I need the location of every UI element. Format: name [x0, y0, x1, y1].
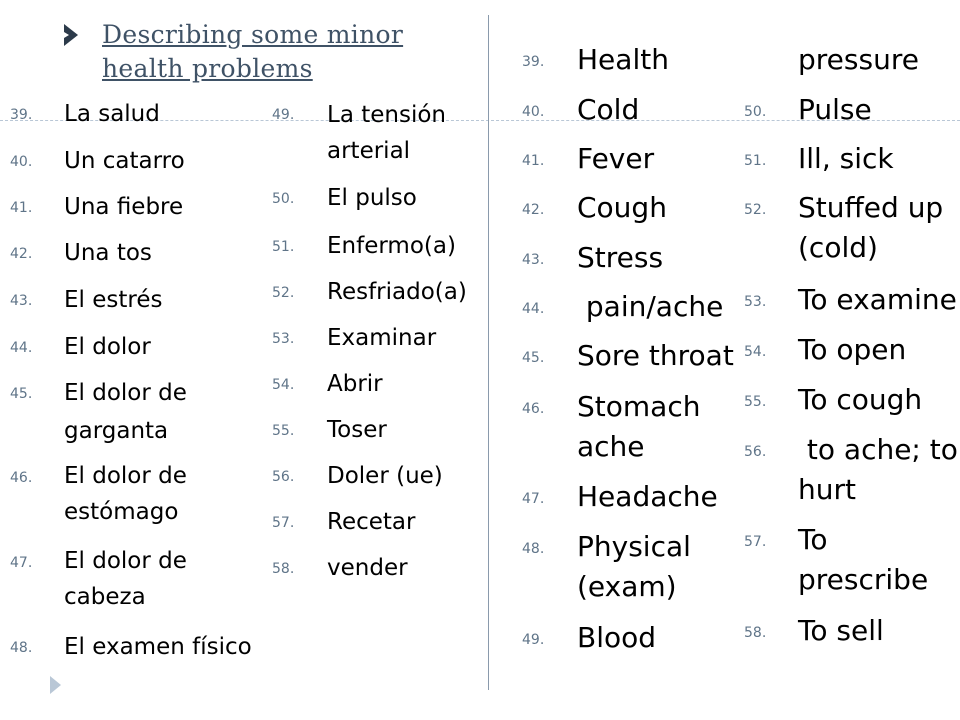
item-text: pressure [798, 43, 919, 76]
item-text: Resfriado(a) [327, 279, 467, 305]
item-text: Enfermo(a) [327, 233, 456, 259]
item-text: To sell [798, 614, 884, 647]
item-number: 45. [10, 386, 33, 402]
item-number: 57. [744, 534, 767, 550]
item-text: Cold [577, 93, 640, 126]
item-number: 52. [744, 202, 767, 218]
item-number: 54. [272, 377, 295, 393]
item-text: To open [798, 333, 907, 366]
item-text: Physical (exam) [577, 530, 691, 603]
item-text: Abrir [327, 371, 383, 397]
item-number: 53. [272, 331, 295, 347]
item-text: Blood [577, 621, 657, 654]
item-number: 48. [522, 541, 545, 557]
item-text: to ache; to hurt [798, 433, 958, 506]
item-text: El dolor de estómago [64, 463, 187, 525]
item-text: El pulso [327, 185, 417, 211]
item-text: Stress [577, 241, 664, 274]
item-number: 49. [272, 107, 295, 123]
item-number: 39. [522, 54, 545, 70]
item-text: La salud [64, 101, 160, 127]
item-number: 56. [744, 444, 767, 460]
item-text: Headache [577, 480, 718, 513]
arrow-bullet-icon [64, 24, 78, 46]
item-number: 47. [10, 555, 33, 571]
item-number: 39. [10, 107, 33, 123]
item-text: pain/ache [577, 290, 724, 323]
heading-text: Describing some minor health problems [102, 20, 404, 83]
item-number: 44. [522, 301, 545, 317]
item-text: Health [577, 43, 669, 76]
item-number: 55. [272, 423, 295, 439]
item-number: 49. [522, 632, 545, 648]
item-text: El dolor de garganta [64, 380, 187, 444]
item-text: El examen físico [64, 634, 252, 660]
item-text: To cough [798, 383, 923, 416]
item-text: Una tos [64, 240, 152, 266]
item-number: 40. [10, 154, 33, 170]
item-text: To prescribe [798, 523, 929, 596]
item-number: 55. [744, 394, 767, 410]
item-number: 46. [10, 470, 33, 486]
item-text: Stuffed up (cold) [798, 191, 944, 264]
item-text: Doler (ue) [327, 463, 443, 489]
item-text: El estrés [64, 287, 163, 313]
item-text: Fever [577, 142, 655, 175]
item-number: 48. [10, 640, 33, 656]
item-number: 44. [10, 340, 33, 356]
item-number: 58. [272, 561, 295, 577]
item-text: Toser [327, 417, 387, 443]
item-number: 53. [744, 294, 767, 310]
item-text: Pulse [798, 93, 872, 126]
center-divider [488, 15, 489, 690]
item-number: 42. [10, 246, 33, 262]
item-text: Stomach ache [577, 390, 701, 463]
item-text: El dolor [64, 334, 151, 360]
item-text: vender [327, 555, 408, 581]
item-number: 43. [522, 252, 545, 268]
item-text: El dolor de cabeza [64, 548, 187, 610]
item-number: 56. [272, 469, 295, 485]
item-text: Sore throat [577, 339, 734, 372]
item-number: 43. [10, 293, 33, 309]
item-number: 47. [522, 491, 545, 507]
item-text: Recetar [327, 509, 416, 535]
item-number: 51. [272, 239, 295, 255]
item-number: 50. [744, 104, 767, 120]
item-number: 45. [522, 350, 545, 366]
item-number: 54. [744, 344, 767, 360]
item-number: 51. [744, 153, 767, 169]
item-text: Examinar [327, 325, 437, 351]
item-number: 42. [522, 202, 545, 218]
item-text: Ill, sick [798, 142, 894, 175]
item-number: 41. [522, 153, 545, 169]
slide-nav-arrow-icon [50, 676, 61, 694]
item-number: 58. [744, 625, 767, 641]
item-number: 40. [522, 104, 545, 120]
item-text: La tensión arterial [327, 102, 446, 164]
item-number: 52. [272, 285, 295, 301]
item-text: To examine [798, 283, 957, 316]
item-number: 41. [10, 200, 33, 216]
item-number: 46. [522, 401, 545, 417]
item-text: Un catarro [64, 148, 185, 174]
item-text: Cough [577, 191, 667, 224]
item-number: 57. [272, 515, 295, 531]
item-text: Una fiebre [64, 194, 184, 220]
item-number: 50. [272, 191, 295, 207]
